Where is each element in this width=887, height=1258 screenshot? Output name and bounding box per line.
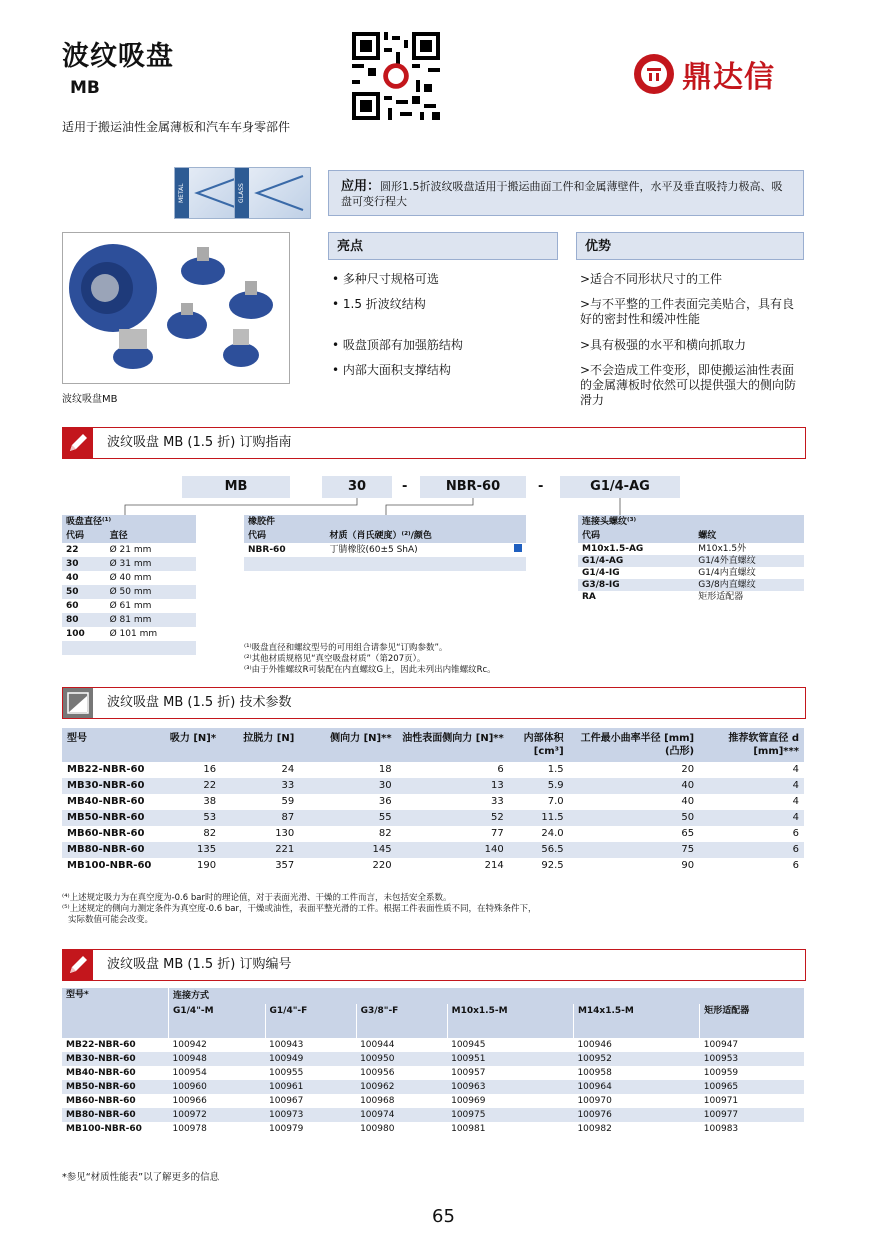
table-cell: 100979 xyxy=(269,1124,304,1134)
table-cell: 矩形适配器 xyxy=(698,592,744,602)
table-cell: 55 xyxy=(299,810,396,826)
material-metal-icon: METAL xyxy=(174,167,251,219)
code-segment-diameter: 30 xyxy=(322,476,392,498)
order-guide-notes xyxy=(244,643,496,676)
table-cell: 100966 xyxy=(172,1096,207,1106)
table-cell: G1/4-AG xyxy=(578,555,694,567)
table-cell: 100978 xyxy=(172,1124,207,1134)
pencil-icon xyxy=(63,950,93,980)
table-cell: Ø 81 mm xyxy=(106,613,196,627)
order-guide-banner xyxy=(62,427,806,459)
table-cell: M10x1.5-AG xyxy=(582,544,644,554)
table-cell: 100954 xyxy=(172,1068,207,1078)
table-row xyxy=(62,1052,804,1066)
table-cell: 4 xyxy=(792,764,799,775)
table-cell: 100 xyxy=(66,629,85,639)
order-number-banner xyxy=(62,949,806,981)
table-cell: 22 xyxy=(66,545,79,555)
table-header: 矩形适配器 xyxy=(700,1004,804,1038)
advantage-item: >具有极强的水平和横向抓取力 xyxy=(580,338,747,352)
table-header: 连接方式 xyxy=(169,988,805,1004)
table-cell: 6 xyxy=(792,860,799,871)
table-cell: 100974 xyxy=(356,1108,447,1122)
table-cell: 100943 xyxy=(269,1040,304,1050)
table-cell: 50 xyxy=(569,810,699,826)
table-cell: G1/4内直螺纹 xyxy=(698,568,756,578)
table-cell: MB50-NBR-60 xyxy=(62,1080,169,1094)
table-cell: 100960 xyxy=(169,1080,266,1094)
table-cell: 11.5 xyxy=(509,810,569,826)
table-header: 推荐软管直径 d [mm]*** xyxy=(699,728,804,762)
table-cell: M10x1.5外 xyxy=(698,544,747,554)
table-cell: Ø 40 mm xyxy=(109,573,152,583)
table-header: 代码 xyxy=(578,529,694,543)
table-cell: 145 xyxy=(299,842,396,858)
table-row xyxy=(62,762,804,778)
highlight-item: • 多种尺寸规格可选 xyxy=(332,272,439,286)
logo-text: 鼎达信 xyxy=(682,60,775,95)
application-text: 圆形1.5折波纹吸盘适用于搬运曲面工件和金属薄壁件，水平及垂直吸持力极高、吸盘可变行程大 xyxy=(341,180,783,208)
table-cell: MB40-NBR-60 xyxy=(66,1068,136,1078)
table-cell: 221 xyxy=(221,842,299,858)
code-separator: - xyxy=(402,479,408,494)
table-cell: G1/4-IG xyxy=(582,568,620,578)
table-cell: RA xyxy=(582,592,596,602)
table-cell: Ø 61 mm xyxy=(109,601,152,611)
table-row xyxy=(62,1122,804,1136)
table-cell: 100968 xyxy=(360,1096,395,1106)
highlights-title: 亮点 xyxy=(328,232,558,260)
table-cell: 100961 xyxy=(265,1080,356,1094)
footnote: ⁽³⁾由于外锥螺纹R可装配在内直螺纹G上，因此未列出内锥螺纹Rc。 xyxy=(244,665,496,675)
table-cell: MB100-NBR-60 xyxy=(67,860,152,871)
table-cell: 100981 xyxy=(451,1124,486,1134)
table-header: 型号 xyxy=(62,728,161,762)
table-cell: 7.0 xyxy=(547,796,564,807)
table-cell: 4 xyxy=(699,810,804,826)
application-box xyxy=(328,170,804,216)
table-cell: 80 xyxy=(62,613,106,627)
table-cell: 56.5 xyxy=(509,842,569,858)
table-header: M10x1.5-M xyxy=(447,1004,573,1038)
table-cell: 52 xyxy=(397,810,509,826)
table-cell: 100951 xyxy=(447,1052,573,1066)
table-cell: 90 xyxy=(681,860,695,871)
table-cell: 30 xyxy=(62,557,106,571)
table-cell: 75 xyxy=(569,842,699,858)
table-row xyxy=(62,1038,804,1052)
diameter-table-title: 吸盘直径⁽¹⁾ xyxy=(62,515,196,529)
table-cell: Ø 31 mm xyxy=(106,557,196,571)
table-cell: 100964 xyxy=(573,1080,699,1094)
footnote: ⁽⁴⁾上述规定吸力为在真空度为-0.6 bar时的理论值，对于表面光滑、干燥的工件而言，未包括安全系数。 xyxy=(62,893,452,903)
table-cell: G3/8内直螺纹 xyxy=(694,579,804,591)
table-cell: 100976 xyxy=(573,1108,699,1122)
page-title: 波纹吸盘 xyxy=(62,41,174,72)
table-cell: 40 xyxy=(569,778,699,794)
table-cell: MB80-NBR-60 xyxy=(62,1108,169,1122)
advantages-title: 优势 xyxy=(576,232,804,260)
code-segment-thread: G1/4-AG xyxy=(560,476,680,498)
table-header: 型号* xyxy=(62,988,169,1004)
table-cell: MB30-NBR-60 xyxy=(62,1052,169,1066)
table-cell: 30 xyxy=(299,778,396,794)
table-header: 油性表面侧向力 [N]** xyxy=(397,728,509,762)
table-cell: 丁腈橡胶(60±5 ShA) xyxy=(329,545,418,555)
table-cell: 100972 xyxy=(169,1108,266,1122)
product-photo xyxy=(62,232,290,384)
table-cell: 77 xyxy=(491,828,504,839)
table-cell: 100983 xyxy=(703,1124,739,1134)
material-glass-icon: GLASS xyxy=(234,167,311,219)
rubber-table-title: 橡胶件 xyxy=(244,515,526,529)
table-header: 直径 xyxy=(106,529,196,543)
table-cell: 22 xyxy=(161,778,221,794)
order-number-title: 波纹吸盘 MB (1.5 折) 订购编号 xyxy=(107,957,292,972)
table-cell: 220 xyxy=(372,860,392,871)
highlight-item: • 1.5 折波纹结构 xyxy=(332,297,426,311)
table-row xyxy=(62,858,804,874)
table-cell: 16 xyxy=(203,764,217,775)
table-header: G3/8"-F xyxy=(356,1004,447,1038)
table-cell: 53 xyxy=(161,810,221,826)
table-cell: MB22-NBR-60 xyxy=(67,764,145,775)
table-cell: MB80-NBR-60 xyxy=(62,842,161,858)
table-cell: 100962 xyxy=(356,1080,447,1094)
table-row xyxy=(62,1108,804,1122)
table-cell: 130 xyxy=(275,828,295,839)
table-cell: 82 xyxy=(203,828,217,839)
table-cell: 190 xyxy=(197,860,217,871)
table-cell: Ø 50 mm xyxy=(106,585,196,599)
highlight-item: • 内部大面积支撑结构 xyxy=(332,363,451,377)
order-number-note: *参见“材质性能表”以了解更多的信息 xyxy=(62,1172,220,1183)
code-separator: - xyxy=(538,479,544,494)
table-header: M14x1.5-M xyxy=(573,1004,699,1038)
table-cell: 100957 xyxy=(451,1068,486,1078)
table-cell: 5.9 xyxy=(509,778,569,794)
table-cell: 100942 xyxy=(172,1040,207,1050)
table-cell: 60 xyxy=(66,601,79,611)
table-cell: MB50-NBR-60 xyxy=(62,810,161,826)
photo-caption: 波纹吸盘MB xyxy=(62,394,118,405)
table-cell: 100970 xyxy=(577,1096,612,1106)
rubber-table xyxy=(244,515,526,571)
table-cell: 6 xyxy=(497,764,504,775)
table-cell: 214 xyxy=(484,860,504,871)
table-cell: 100952 xyxy=(573,1052,699,1066)
code-segment-series: MB xyxy=(182,476,290,498)
order-guide-title: 波纹吸盘 MB (1.5 折) 订购指南 xyxy=(107,435,292,450)
footnote: 实际数值可能会改变。 xyxy=(68,915,154,925)
table-cell: 50 xyxy=(62,585,106,599)
table-cell: 24 xyxy=(281,764,295,775)
footnote: ⁽²⁾其他材质规格见“真空吸盘材质”（第207页）。 xyxy=(244,654,426,664)
table-cell: 4 xyxy=(699,778,804,794)
footnote: ⁽¹⁾吸盘直径和螺纹型号的可用组合请参见“订购参数”。 xyxy=(244,643,448,653)
table-header: 代码 xyxy=(244,529,325,543)
diameter-table xyxy=(62,515,196,655)
table-header: 螺纹 xyxy=(694,529,804,543)
table-cell: 100946 xyxy=(577,1040,612,1050)
table-cell: 140 xyxy=(397,842,509,858)
table-cell: 100975 xyxy=(447,1108,573,1122)
table-row xyxy=(62,842,804,858)
table-cell: MB60-NBR-60 xyxy=(66,1096,136,1106)
table-cell: 82 xyxy=(378,828,392,839)
tech-table xyxy=(62,728,804,874)
advantage-item: >不会造成工件变形，即使搬运油性表面的金属薄板时依然可以提供强大的侧向防滑力 xyxy=(580,363,797,407)
thread-table-title: 连接头螺纹⁽³⁾ xyxy=(578,515,804,529)
table-cell: G3/8-IG xyxy=(578,579,694,591)
table-cell: 59 xyxy=(281,796,295,807)
table-cell: 20 xyxy=(681,764,695,775)
table-header: G1/4"-F xyxy=(265,1004,356,1038)
tech-notes xyxy=(62,893,536,926)
order-number-table xyxy=(62,988,804,1136)
table-cell: 100967 xyxy=(269,1096,304,1106)
table-cell: MB30-NBR-60 xyxy=(62,778,161,794)
table-cell: 18 xyxy=(378,764,392,775)
table-header: G1/4"-M xyxy=(169,1004,266,1038)
table-cell: 13 xyxy=(397,778,509,794)
table-cell: 357 xyxy=(275,860,295,871)
table-row xyxy=(62,826,804,842)
table-header: 侧向力 [N]** xyxy=(299,728,396,762)
table-header: 吸力 [N]* xyxy=(161,728,221,762)
table-cell: 38 xyxy=(203,796,217,807)
pencil-icon xyxy=(63,428,93,458)
table-cell: 92.5 xyxy=(541,860,564,871)
table-cell: 33 xyxy=(491,796,504,807)
table-cell: 100950 xyxy=(356,1052,447,1066)
brand-logo xyxy=(632,52,775,96)
table-header: 代码 xyxy=(62,529,106,543)
table-cell: Ø 101 mm xyxy=(109,629,158,639)
table-cell: 24.0 xyxy=(541,828,564,839)
table-cell: 100982 xyxy=(577,1124,612,1134)
table-cell: MB100-NBR-60 xyxy=(66,1124,142,1134)
table-cell: 100971 xyxy=(703,1096,739,1106)
color-swatch xyxy=(514,544,522,552)
table-cell: G1/4外直螺纹 xyxy=(694,555,804,567)
table-cell: 100953 xyxy=(700,1052,804,1066)
table-cell: MB22-NBR-60 xyxy=(66,1040,136,1050)
table-cell: MB60-NBR-60 xyxy=(67,828,145,839)
table-row xyxy=(62,810,804,826)
table-cell: 40 xyxy=(66,573,79,583)
table-cell: 87 xyxy=(221,810,299,826)
tech-title: 波纹吸盘 MB (1.5 折) 技术参数 xyxy=(107,695,292,710)
footnote: ⁽⁵⁾上述规定的侧向力测定条件为真空度-0.6 bar，干燥或油性，表面平整光滑的工件。根据工件表面性质不同，在特殊条件下， xyxy=(62,904,537,914)
table-cell: NBR-60 xyxy=(248,545,286,555)
table-cell: 36 xyxy=(378,796,392,807)
table-cell: 33 xyxy=(221,778,299,794)
page-number: 65 xyxy=(432,1206,455,1227)
table-cell: 100947 xyxy=(703,1040,739,1050)
table-cell: 100965 xyxy=(700,1080,804,1094)
thread-table xyxy=(578,515,804,603)
advantage-item: >适合不同形状尺寸的工件 xyxy=(580,272,723,286)
table-header: 工件最小曲率半径 [mm] (凸形) xyxy=(569,728,699,762)
table-cell: 100963 xyxy=(447,1080,573,1094)
subtitle: 适用于搬运油性金属薄板和汽车车身零部件 xyxy=(62,120,291,134)
table-cell: 6 xyxy=(699,842,804,858)
table-cell: 40 xyxy=(681,796,695,807)
table-row xyxy=(62,794,804,810)
table-cell: 100948 xyxy=(169,1052,266,1066)
table-row xyxy=(62,1094,804,1108)
table-cell: 100973 xyxy=(265,1108,356,1122)
table-cell: 100944 xyxy=(360,1040,395,1050)
code-segment-rubber: NBR-60 xyxy=(420,476,526,498)
table-cell: 100958 xyxy=(577,1068,612,1078)
table-header: 内部体积 [cm³] xyxy=(509,728,569,762)
logo-circle-icon xyxy=(632,52,676,96)
table-cell: 100980 xyxy=(360,1124,395,1134)
table-cell: 4 xyxy=(792,796,799,807)
table-cell: 100969 xyxy=(451,1096,486,1106)
table-row xyxy=(62,1080,804,1094)
application-label: 应用： xyxy=(341,179,381,194)
table-cell: 65 xyxy=(681,828,695,839)
table-cell: 100949 xyxy=(265,1052,356,1066)
table-header: 材质（肖氏硬度）⁽²⁾/颜色 xyxy=(325,529,526,543)
table-row xyxy=(62,778,804,794)
table-cell: 100959 xyxy=(703,1068,739,1078)
table-cell: 135 xyxy=(161,842,221,858)
qr-code-icon xyxy=(352,32,440,120)
highlight-item: • 吸盘顶部有加强筋结构 xyxy=(332,338,463,352)
table-cell: 1.5 xyxy=(547,764,564,775)
tech-banner xyxy=(62,687,806,719)
table-cell: 100956 xyxy=(360,1068,395,1078)
chart-icon xyxy=(63,688,93,718)
table-header: 拉脱力 [N] xyxy=(221,728,299,762)
advantage-item: >与不平整的工件表面完美贴合，具有良好的密封性和缓冲性能 xyxy=(580,297,795,326)
table-cell: 100945 xyxy=(451,1040,486,1050)
table-row xyxy=(62,1066,804,1080)
table-cell: 100977 xyxy=(700,1108,804,1122)
table-cell: 6 xyxy=(792,828,799,839)
model-name: MB xyxy=(70,78,100,98)
table-cell: MB40-NBR-60 xyxy=(67,796,145,807)
table-cell: 100955 xyxy=(269,1068,304,1078)
table-cell: Ø 21 mm xyxy=(109,545,152,555)
